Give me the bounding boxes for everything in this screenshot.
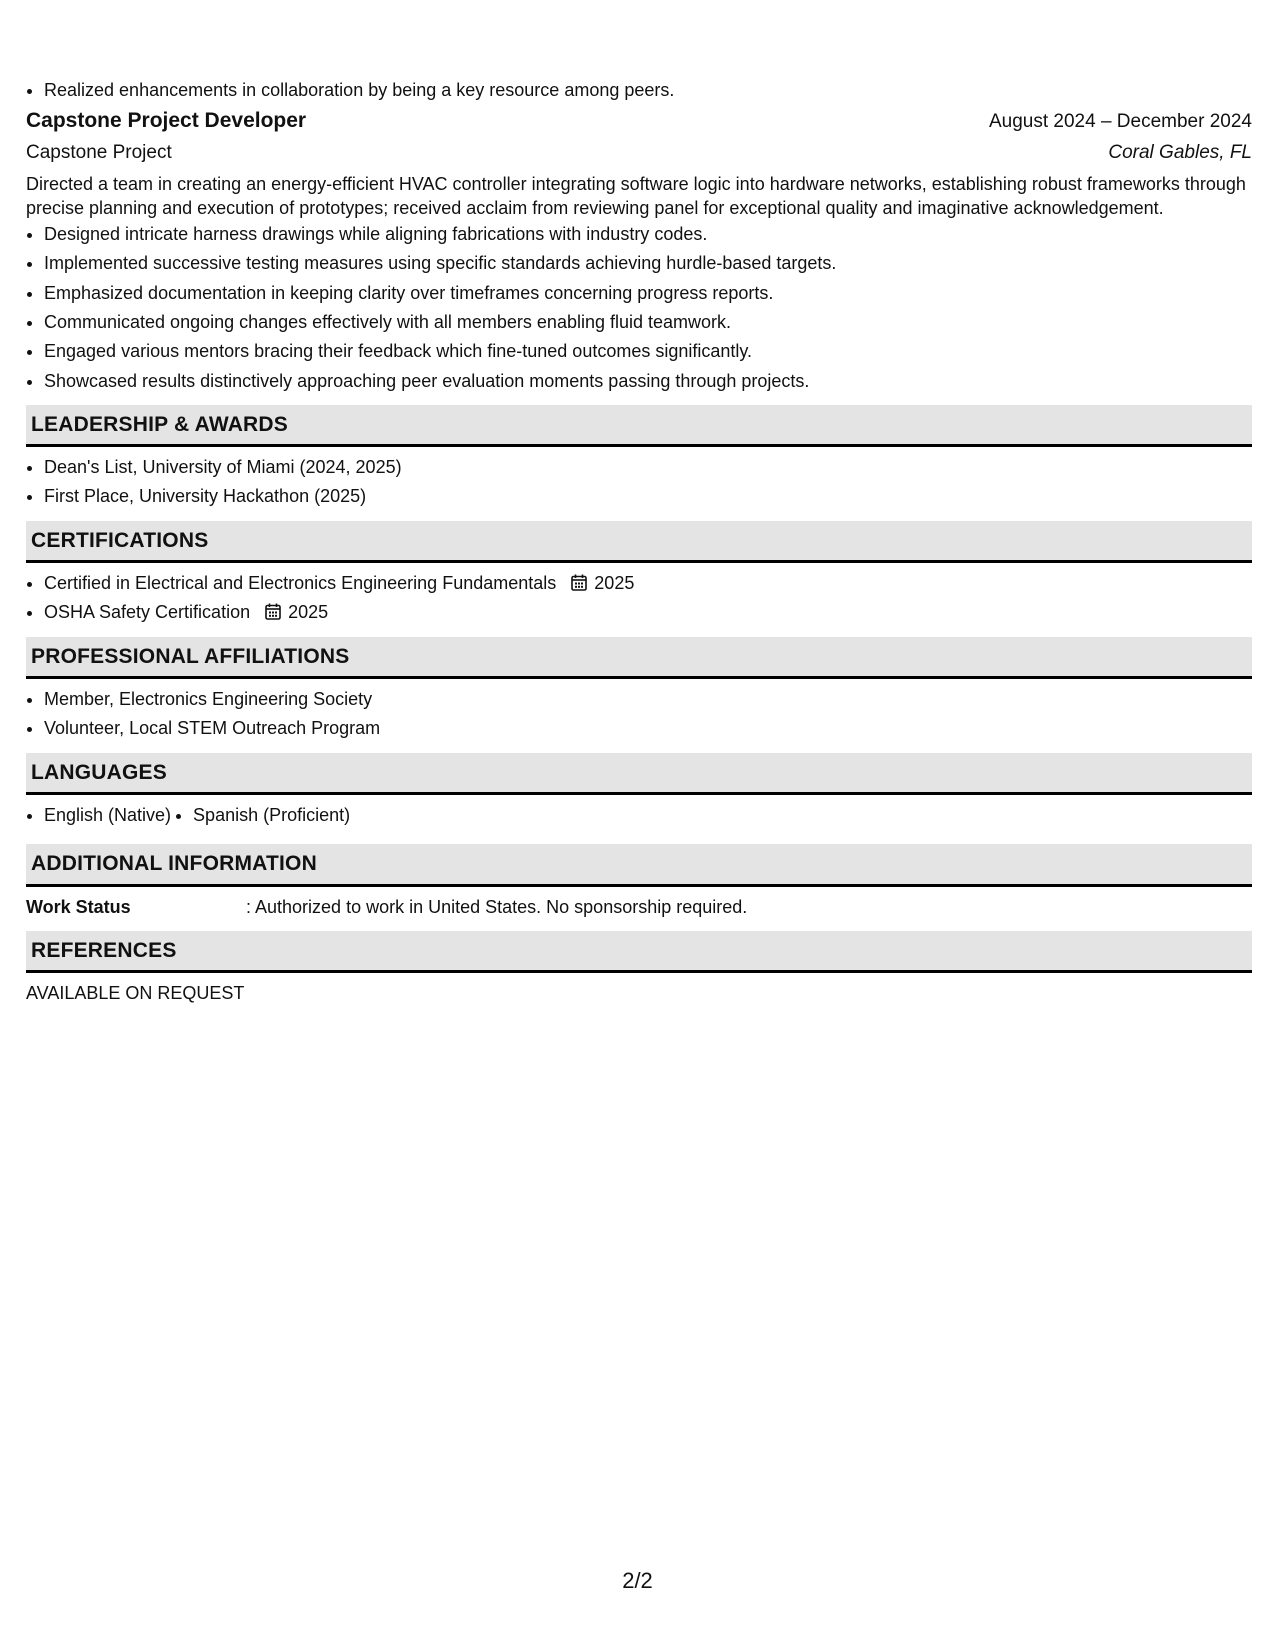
resume-page	[26, 78, 1252, 1006]
certification-name: OSHA Safety Certification	[44, 602, 251, 623]
list-item: • Showcased results distinctively approaching peer evaluation moments passing through projects.	[44, 369, 1252, 393]
list-item: • First Place, University Hackathon (2025)	[44, 484, 1252, 508]
section-title: CERTIFICATIONS	[26, 521, 1252, 563]
section-title: ADDITIONAL INFORMATION	[26, 844, 1252, 886]
list-item: • Implemented successive testing measures using specific standards achieving hurdle-based targets.	[44, 251, 1252, 275]
list-item: • Engaged various mentors bracing their feedback which fine-tuned outcomes significantly.	[44, 339, 1252, 363]
leadership-section	[26, 405, 1252, 509]
certifications-section	[26, 521, 1252, 625]
affiliations-list	[26, 687, 1252, 741]
list-item: • English (Native)	[44, 803, 171, 827]
references-section	[26, 931, 1252, 1006]
certification-year: 2025	[594, 573, 635, 594]
job-subheader	[26, 140, 1252, 166]
list-item: • Member, Electronics Engineering Society	[44, 687, 1252, 711]
languages-section	[26, 753, 1252, 833]
job-header	[26, 107, 1252, 135]
job-organization: Capstone Project	[26, 141, 172, 163]
job-dates: August 2024 – December 2024	[988, 111, 1252, 133]
section-title: LEADERSHIP & AWARDS	[26, 405, 1252, 447]
certification-name: Certified in Electrical and Electronics Engineering Fundamentals	[44, 573, 557, 594]
work-status-label: Work Status	[26, 896, 131, 917]
list-item: • Dean's List, University of Miami (2024, 2025)	[44, 455, 1252, 479]
certification-year: 2025	[288, 602, 329, 623]
page-number: 2/2	[622, 1568, 653, 1593]
work-status-value: : Authorized to work in United States. No sponsorship required.	[246, 896, 748, 917]
job-bullets	[26, 222, 1252, 393]
job-description: Directed a team in creating an energy-efficient HVAC controller integrating software logic into hardware networks, establishing robust frameworks through precise planning and execution of prototypes; received acclaim from reviewing panel for exceptional quality and imaginative acknowledgement.	[26, 174, 1246, 218]
work-status-row	[26, 895, 1252, 919]
leadership-list	[26, 455, 1252, 509]
list-item: • Realized enhancements in collaboration by being a key resource among peers.	[44, 78, 1252, 102]
section-title: PROFESSIONAL AFFILIATIONS	[26, 637, 1252, 679]
calendar-icon	[265, 603, 281, 620]
additional-info-section	[26, 844, 1252, 919]
certifications-list	[26, 571, 1252, 625]
list-item: • Communicated ongoing changes effectively with all members enabling fluid teamwork.	[44, 310, 1252, 334]
list-item: • Spanish (Proficient)	[193, 803, 350, 827]
section-title: LANGUAGES	[26, 753, 1252, 795]
list-item	[44, 571, 1252, 595]
job-title: Capstone Project Developer	[26, 109, 307, 133]
previous-job-bullets	[26, 78, 1252, 102]
affiliations-section	[26, 637, 1252, 741]
list-item: • Designed intricate harness drawings while aligning fabrications with industry codes.	[44, 222, 1252, 246]
calendar-icon	[571, 574, 587, 591]
list-item: • Emphasized documentation in keeping clarity over timeframes concerning progress reports.	[44, 281, 1252, 305]
job-entry	[26, 107, 1252, 393]
list-item: • Volunteer, Local STEM Outreach Program	[44, 716, 1252, 740]
references-text: AVAILABLE ON REQUEST	[26, 983, 245, 1004]
languages-list	[26, 803, 1252, 832]
list-item	[44, 600, 1252, 624]
section-title: REFERENCES	[26, 931, 1252, 973]
job-location: Coral Gables, FL	[1108, 141, 1252, 163]
